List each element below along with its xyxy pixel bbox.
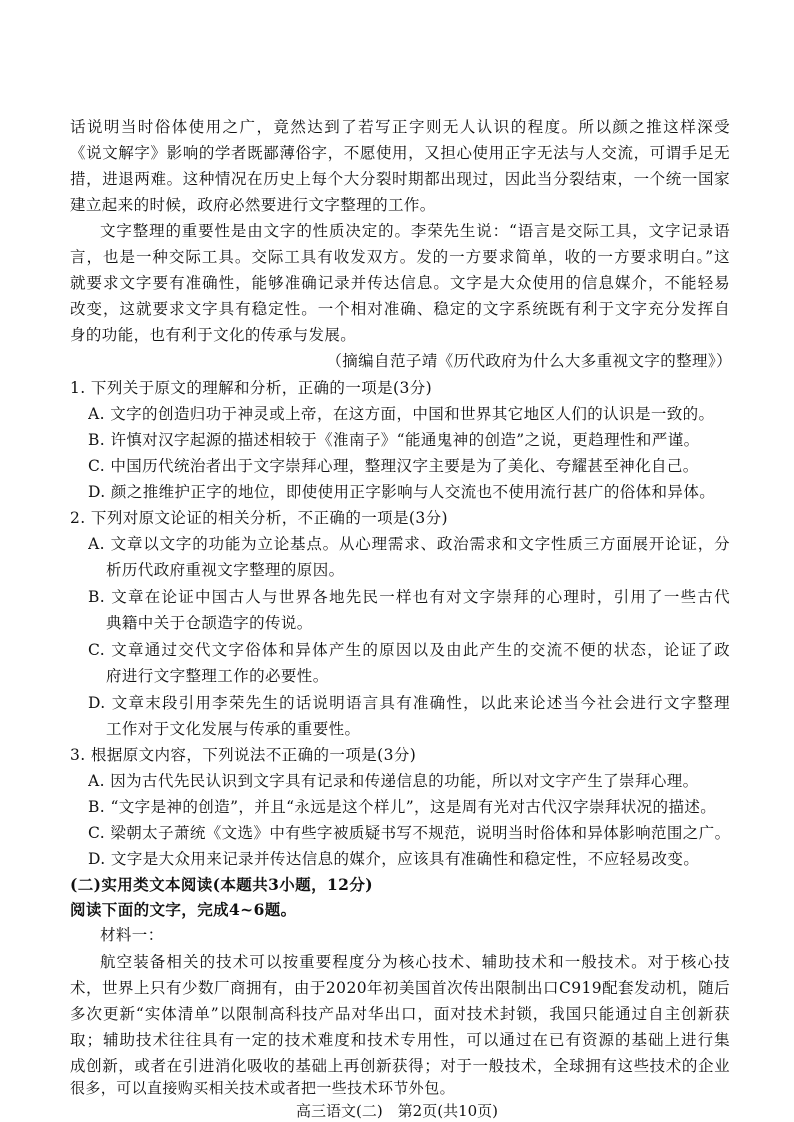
question-2-option-b-cont: 典籍中关于仓颉造字的传说。 <box>106 614 313 632</box>
question-2-option-b: B. 文章在论证中国古人与世界各地先民一样也有对文字崇拜的心理时，引用了一些古代 <box>88 588 730 606</box>
material-line: 航空装备相关的技术可以按重要程度分为核心技术、辅助技术和一般技术。对于核心技 <box>100 953 730 971</box>
question-2-option-a-cont: 析历代政府重视文字整理的原因。 <box>106 561 345 579</box>
question-1-option-d: D. 颜之推维护正字的地位，即使使用正字影响与人交流也不使用流行甚广的俗体和异体。 <box>88 483 716 501</box>
material-line: 术，世界上只有少数厂商拥有，由于2020年初美国首次传出限制出口C919配套发动机，随后 <box>70 979 730 997</box>
question-1-stem: 1. 下列关于原文的理解和分析，正确的一项是(3分) <box>70 379 433 397</box>
passage-source: （摘编自范子靖《历代政府为什么大多重视文字的整理》） <box>326 352 732 370</box>
passage-line: 身的功能，也有利于文化的传承与发展。 <box>70 326 357 344</box>
passage-line: 就要求文字要有准确性，能够准确记录并传达信息。文字是大众使用的信息媒介，不能轻易 <box>70 274 730 292</box>
section-instruction: 阅读下面的文字，完成4~6题。 <box>70 900 297 919</box>
question-2-stem: 2. 下列对原文论证的相关分析，不正确的一项是(3分) <box>70 509 448 527</box>
question-2-option-a: A. 文章以文字的功能为立论基点。从心理需求、政治需求和文字性质三方面展开论证，分 <box>88 535 730 553</box>
material-line: 取；辅助技术往往具有一定的技术难度和技术专用性，可以通过在已有资源的基础上进行集 <box>70 1031 730 1049</box>
question-3-option-a: A. 因为古代先民认识到文字具有记录和传递信息的功能，所以对文字产生了崇拜心理。 <box>88 772 699 790</box>
passage-line: 文字整理的重要性是由文字的性质决定的。李荣先生说：“语言是交际工具，文字记录语 <box>100 222 730 240</box>
passage-line: 建立起来的时候，政府必然要进行文字整理的工作。 <box>70 196 436 214</box>
question-3-option-c: C. 梁朝太子萧统《文选》中有些字被质疑书写不规范，说明当时俗体和异体影响范围之广。 <box>88 824 730 842</box>
passage-line: 改变，这就要求文字具有稳定性。一个相对准确、稳定的文字系统既有利于文字充分发挥自 <box>70 300 730 318</box>
question-1-option-c: C. 中国历代统治者出于文字崇拜心理，整理汉字主要是为了美化、夸耀甚至神化自己。 <box>88 457 699 475</box>
passage-line: 措，进退两难。这种情况在历史上每个大分裂时期都出现过，因此当分裂结束，一个统一国家 <box>70 170 730 188</box>
question-1-option-b: B. 许慎对汉字起源的描述相较于《淮南子》“能通鬼神的创造”之说，更趋理性和严谨。 <box>88 431 700 449</box>
question-3-option-d: D. 文字是大众用来记录并传达信息的媒介，应该具有准确性和稳定性，不应轻易改变。 <box>88 850 700 868</box>
question-3-stem: 3. 根据原文内容，下列说法不正确的一项是(3分) <box>70 746 417 764</box>
question-1-option-a: A. 文字的创造归功于神灵或上帝，在这方面，中国和世界其它地区人们的认识是一致的。 <box>88 405 715 423</box>
passage-line: 话说明当时俗体使用之广，竟然达到了若写正字则无人认识的程度。所以颜之推这样深受 <box>70 118 730 136</box>
question-2-option-d-cont: 工作对于文化发展与传承的重要性。 <box>106 720 361 738</box>
material-line: 很多，可以直接购买相关技术或者把一些技术环节外包。 <box>70 1079 456 1097</box>
question-3-option-b: B. “文字是神的创造”，并且“永远是这个样儿”，这是周有光对古代汉字崇拜状况的描述。 <box>88 798 717 816</box>
material-line: 多次更新“实体清单”以限制高科技产品对华出口，面对技术封锁，我国只能通过自主创新获 <box>70 1005 730 1023</box>
material-label: 材料一： <box>100 926 164 944</box>
material-line: 成创新，或者在引进消化吸收的基础上再创新获得；对于一般技术，全球拥有这些技术的企业 <box>70 1057 730 1075</box>
question-2-option-c-cont: 府进行文字整理工作的必要性。 <box>106 667 329 685</box>
passage-line: 《说文解字》影响的学者既鄙薄俗字，不愿使用，又担心使用正字无法与人交流，可谓手足无 <box>70 144 730 162</box>
passage-line: 言，也是一种交际工具。交际工具有收发双方。发的一方要求简单，收的一方要求明白。”这 <box>70 248 730 266</box>
question-2-option-d: D. 文章末段引用李荣先生的话说明语言具有准确性，以此来论述当今社会进行文字整理 <box>88 694 730 712</box>
question-2-option-c: C. 文章通过交代文字俗体和异体产生的原因以及由此产生的交流不便的状态，论证了政 <box>88 641 730 659</box>
page-footer: 高三语文(二) 第2页(共10页) <box>295 1102 499 1120</box>
section-heading: (二)实用类文本阅读(本题共3小题，12分) <box>70 875 373 894</box>
